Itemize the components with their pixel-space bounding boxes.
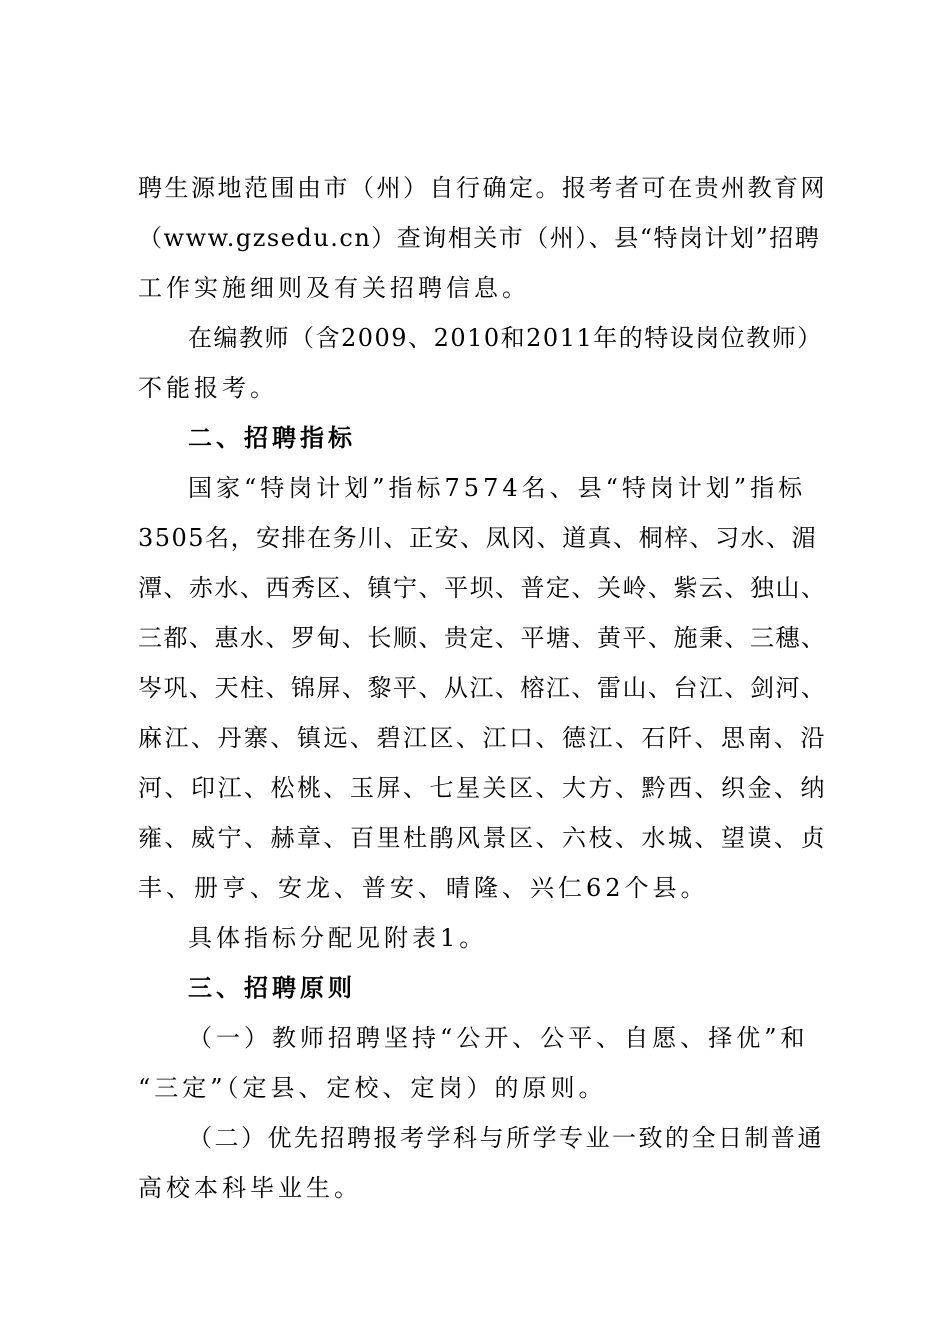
paragraph-line: 河、印江、松桃、玉屏、七星关区、大方、黔西、织金、纳 <box>138 774 827 802</box>
paragraph-line: 高校本科毕业生。 <box>138 1174 362 1202</box>
paragraph-line: 不能报考。 <box>138 374 278 402</box>
paragraph-line: 具体指标分配见附表1。 <box>188 924 488 952</box>
paragraph-line: 聘生源地范围由市（州）自行确定。报考者可在贵州教育网 <box>138 174 827 202</box>
paragraph-line: 国家“特岗计划”指标7574名、县“特岗计划”指标 <box>188 474 807 502</box>
paragraph-line: （二）优先招聘报考学科与所学专业一致的全日制普通 <box>188 1124 824 1152</box>
paragraph-line: 丰、册亨、安龙、普安、晴隆、兴仁62个县。 <box>138 874 709 902</box>
paragraph-line: 麻江、丹寨、镇远、碧江区、江口、德江、石阡、思南、沿 <box>138 724 827 752</box>
paragraph-line: 3505名，安排在务川、正安、凤冈、道真、桐梓、习水、湄 <box>138 524 818 552</box>
paragraph-line: 三都、惠水、罗甸、长顺、贵定、平塘、黄平、施秉、三穗、 <box>138 624 827 652</box>
paragraph-line: （www.gzsedu.cn）查询相关市（州）、县“特岗计划”招聘 <box>138 224 821 252</box>
document-page <box>138 0 828 1344</box>
paragraph-line: 潭、赤水、西秀区、镇宁、平坝、普定、关岭、紫云、独山、 <box>138 574 827 602</box>
paragraph-line: 雍、威宁、赫章、百里杜鹃风景区、六枝、水城、望谟、贞 <box>138 824 827 852</box>
paragraph-line: 在编教师（含2009、2010和2011年的特设岗位教师） <box>188 324 823 352</box>
section-heading-recruitment-quota: 二、招聘指标 <box>188 423 356 452</box>
section-heading-recruitment-principles: 三、招聘原则 <box>188 973 356 1002</box>
paragraph-line: （一）教师招聘坚持“公开、公平、自愿、择优”和 <box>188 1024 809 1052</box>
paragraph-line: 工作实施细则及有关招聘信息。 <box>138 274 530 302</box>
paragraph-line: 岑巩、天柱、锦屏、黎平、从江、榕江、雷山、台江、剑河、 <box>138 674 827 702</box>
paragraph-line: “三定”（定县、定校、定岗）的原则。 <box>138 1074 607 1102</box>
